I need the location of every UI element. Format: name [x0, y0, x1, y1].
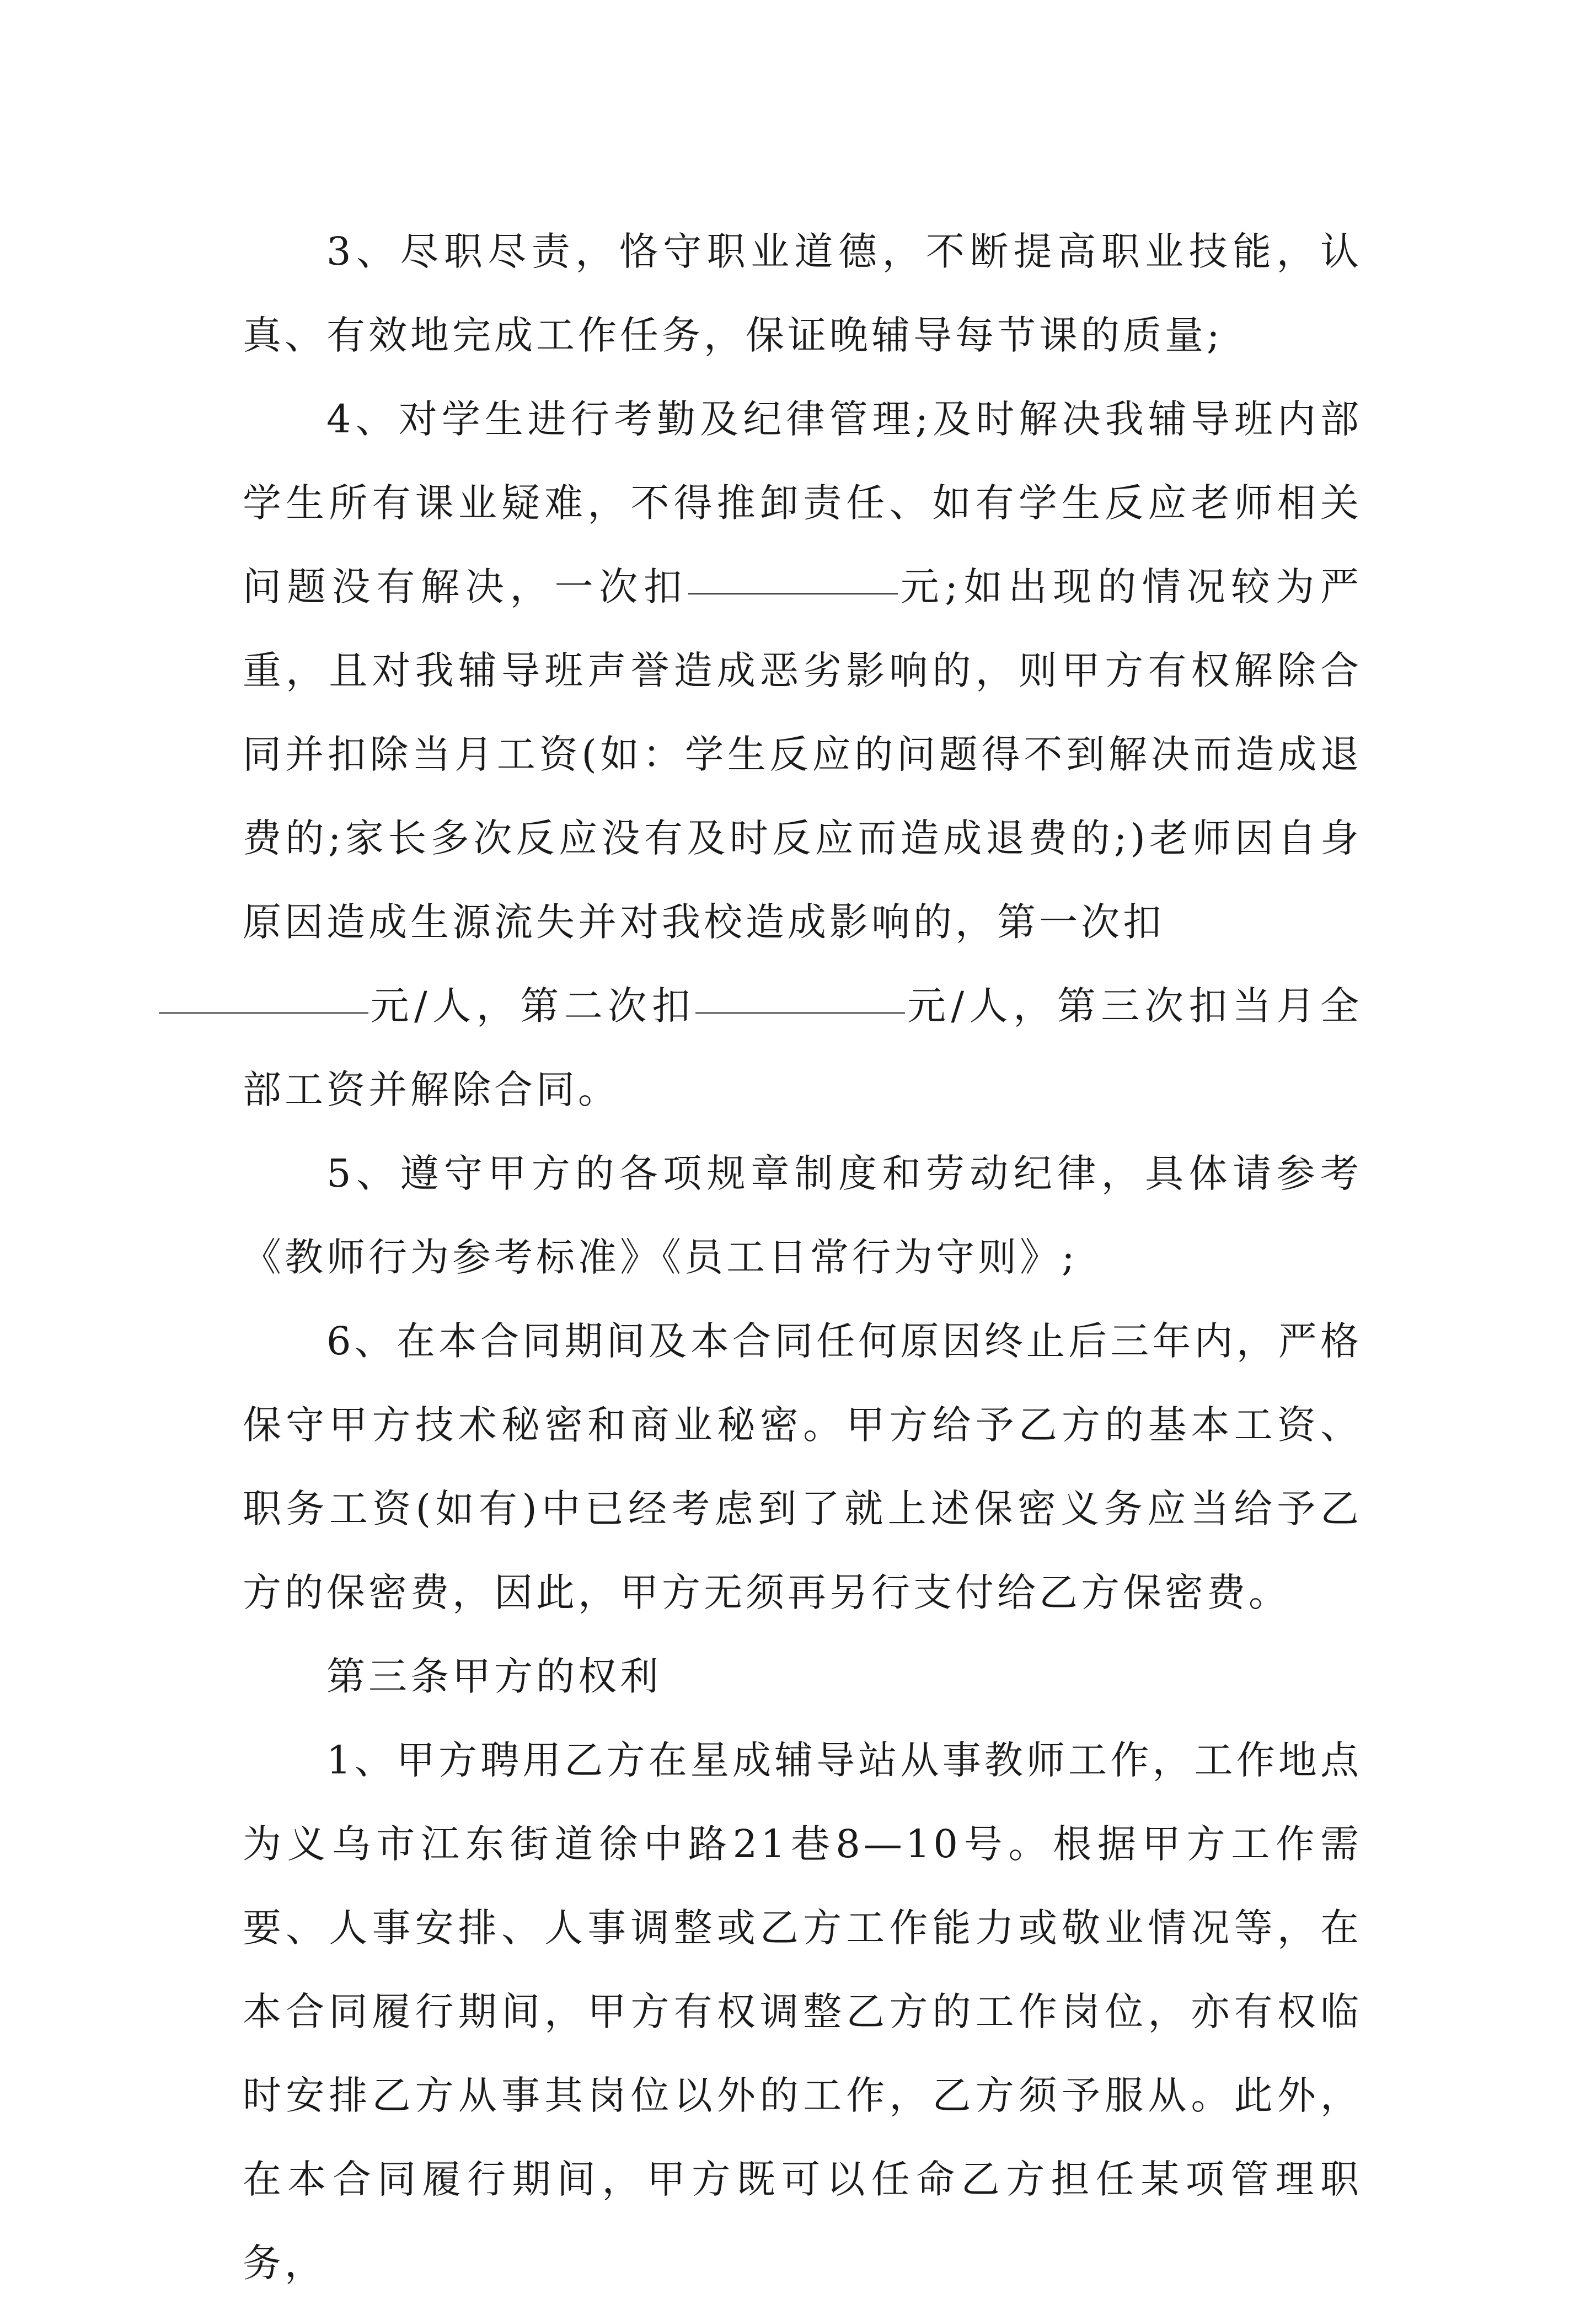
- clause-3-text: 3、尽职尽责，恪守职业道德，不断提高职业技能，认真、有效地完成工作任务，保证晚辅导每节课的质量;: [243, 229, 1362, 358]
- fill-blank-1: [688, 593, 898, 594]
- clause-4-text-b: 元;如出现的情况较为严重，且对我辅导班声誉造成恶劣影响的，则甲方有权解除合同并扣除当月工资(如：学生反应的问题得不到解决而造成退费的;家长多次反应没有及时反应而造成退费的;)老师因自身原因造成生源流失并对我校造成影响的，第一次扣: [243, 564, 1362, 945]
- document-body: [243, 210, 1362, 2305]
- clause-5: [243, 1132, 1362, 1299]
- clause-6-text: 6、在本合同期间及本合同任何原因终止后三年内，严格保守甲方技术秘密和商业秘密。甲方给予乙方的基本工资、职务工资(如有)中已经考虑到了就上述保密义务应当给予乙方的保密费，因此，甲方无须再另行支付给乙方保密费。: [243, 1318, 1362, 1615]
- clause-4-text-c: 元/人，第二次扣: [368, 983, 696, 1028]
- clause-3: [243, 210, 1362, 377]
- fill-blank-3: [695, 1012, 905, 1014]
- rights-clause-1-text: 1、甲方聘用乙方在星成辅导站从事教师工作，工作地点为义乌市江东街道徐中路21巷8—10号。根据甲方工作需要、人事安排、人事调整或乙方工作能力或敬业情况等，在本合同履行期间，甲方有权调整乙方的工作岗位，亦有权临时安排乙方从事其岗位以外的工作，乙方须予服从。此外，在本合同履行期间，甲方既可以任命乙方担任某项管理职务，: [243, 1738, 1362, 2286]
- fill-blank-2: [159, 1012, 368, 1014]
- clause-5-text: 5、遵守甲方的各项规章制度和劳动纪律，具体请参考《教师行为参考标准》《员工日常行为守则》;: [243, 1151, 1362, 1280]
- rights-clause-1: [243, 1718, 1362, 2305]
- clause-4-text-d: 元/人，第三次扣当月全部工资并解除合同。: [243, 983, 1362, 1112]
- clause-6: [243, 1299, 1362, 1634]
- section-heading-3: [243, 1634, 1362, 1718]
- clause-4: [243, 377, 1362, 1132]
- section-heading-3-text: 第三条甲方的权利: [326, 1654, 662, 1699]
- clause-4-text-a: 4、对学生进行考勤及纪律管理;及时解决我辅导班内部学生所有课业疑难，不得推卸责任、如有学生反应老师相关问题没有解决，一次扣: [243, 396, 1362, 609]
